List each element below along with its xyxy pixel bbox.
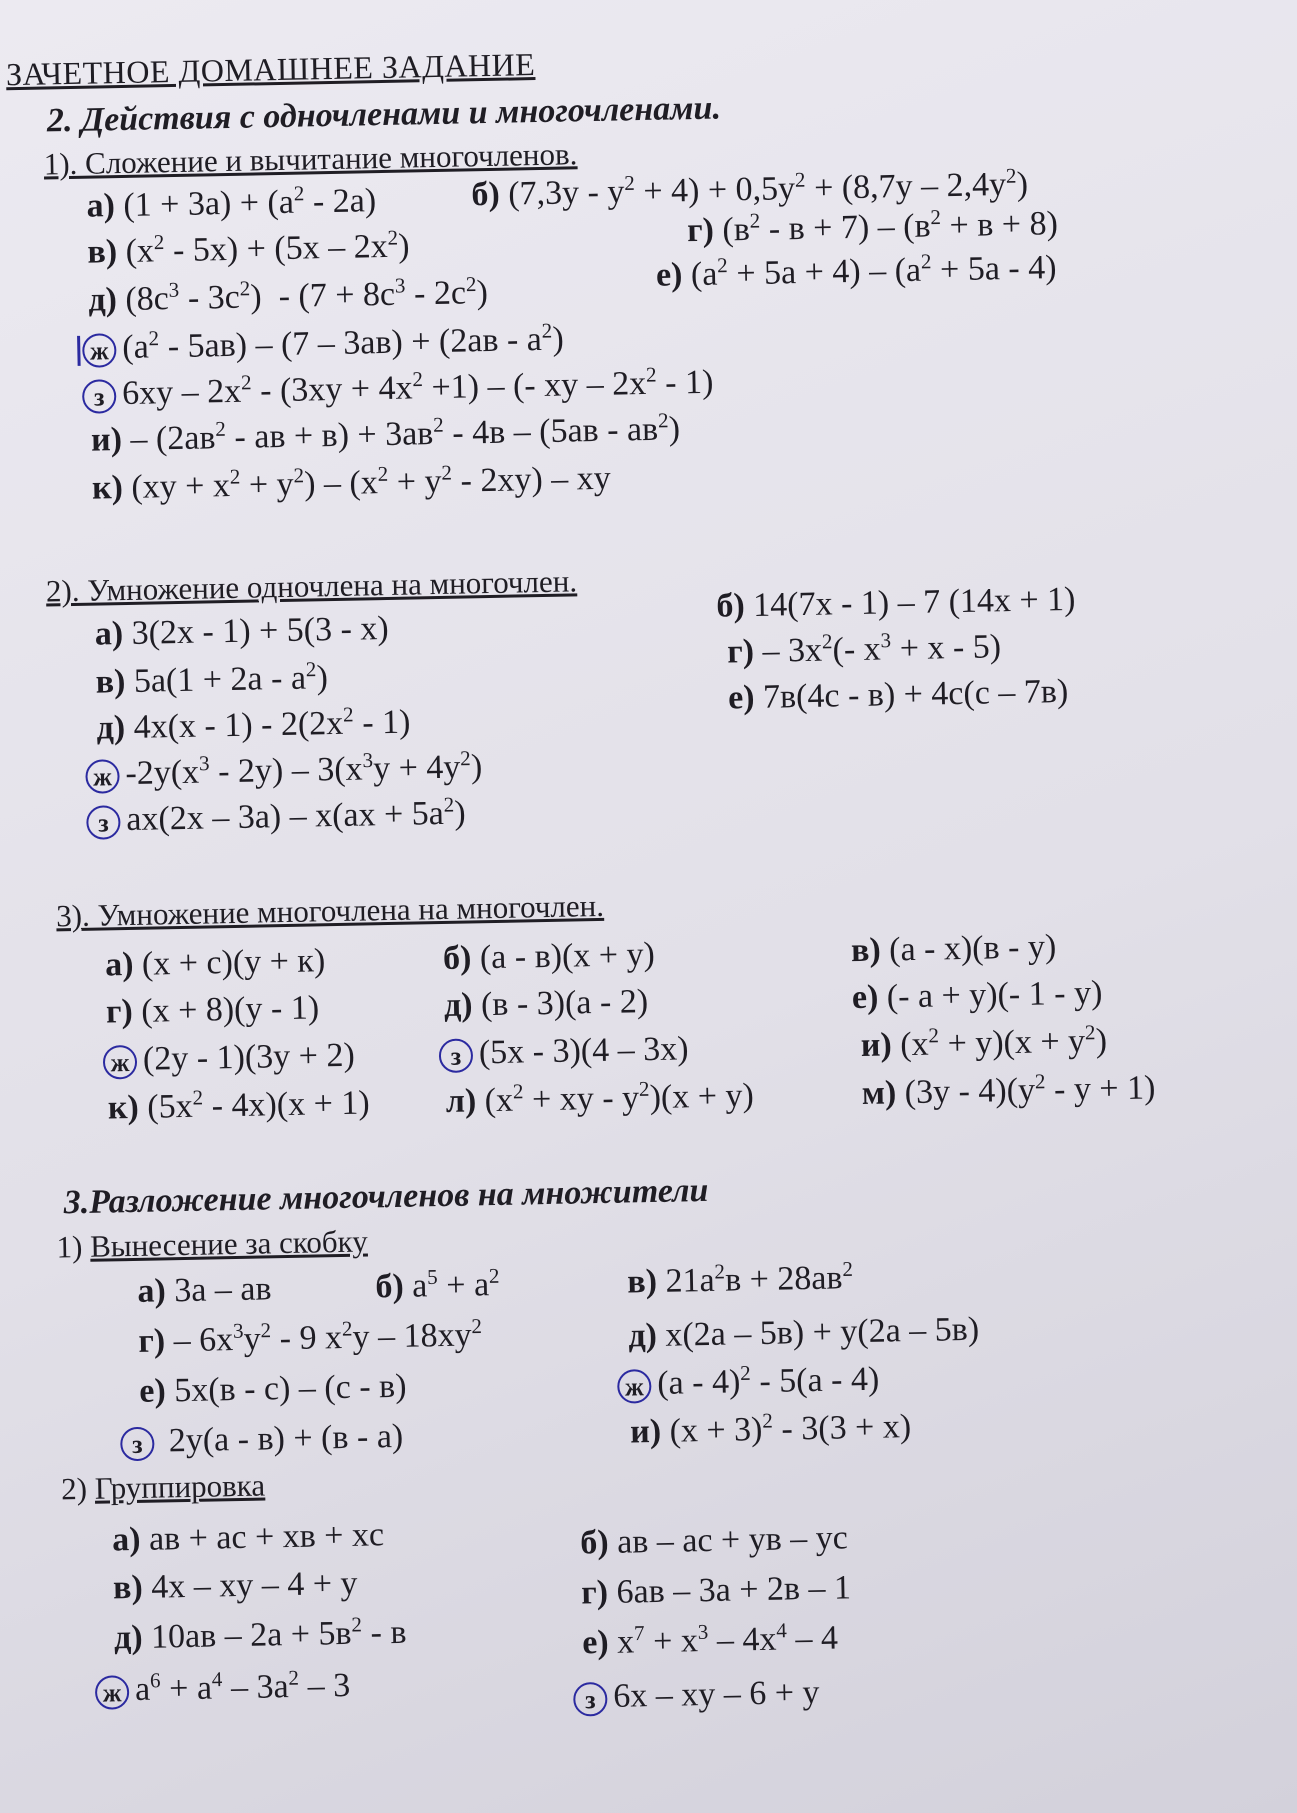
problem-1i: $и) - (2aв^2$ - aв + $в) + 3aв^2 - 4в - (5aв - aв^2)$: [90, 408, 681, 459]
subsection-bracket-heading: 1) Вынесение за скобку: [56, 1223, 369, 1265]
problem-f2zh: ж $a^6 + a^4 - 3a^2 - 3$: [95, 1666, 351, 1711]
problem-3l: л) ($x^2$ + xy - $y^2)(x + y)$: [445, 1076, 755, 1120]
doc-title: ЗАЧЕТНОЕ ДОМАШНЕЕ ЗАДАНИЕ: [5, 46, 536, 93]
problem-3v: в) (a - x)(в - y): [850, 928, 1057, 970]
problem-3k: к) $(5x^2 - 4x)(x + 1)$: [107, 1084, 370, 1127]
circled-label-icon: ж: [95, 1675, 130, 1710]
problem-1zh: ж $(a^2 - 5aв) - (7 - 3aв) + (2aв - a^2)$: [77, 320, 564, 369]
problem-f2d: д) $10aв - 2a + 5в^2 - в$: [113, 1612, 407, 1657]
pen-tick-mark: [77, 336, 81, 366]
subsection-monomial-heading: 2). Умножение одночлена на многочлен.: [45, 563, 578, 609]
problem-1g: г) $(в^2 - в + 7) - (в^2 + в + 8)$: [686, 204, 1059, 250]
circled-label-icon: ж: [617, 1369, 652, 1404]
problem-3zh: ж (2y - 1)(3y + 2): [103, 1036, 356, 1081]
problem-f2a: а) aв + ac + xв + xc: [111, 1516, 385, 1559]
problem-3m: м) $(3y - 4)(y^2 - y + 1)$: [861, 1069, 1156, 1112]
section-2-heading: 2. Действия с одночленами и многочленами.: [46, 89, 722, 140]
problem-3a: а) (x + c)(y + к): [104, 942, 326, 984]
problem-3d: д) (в - 3)(a - 2): [443, 983, 649, 1024]
problem-f1i: и) $(x + 3)^2 - 3(3 + x)$: [629, 1408, 912, 1451]
circled-label-icon: з: [82, 379, 117, 414]
problem-2z: з $ax(2x - 3a) - x(ax + 5a^2)$: [86, 794, 466, 841]
problem-f1a: а) 3a – aв: [137, 1270, 272, 1310]
problem-2g: $г) - 3x^2(-$ $x^3 + x - 5$): [726, 627, 1002, 671]
circled-label-icon: з: [573, 1682, 608, 1717]
circled-label-icon: ж: [85, 759, 120, 794]
circled-label-icon: ж: [103, 1045, 138, 1080]
problem-1k: к) $(xy + x^2 + y^2) - (x^2 + y^2 - 2xy)$ – xy: [91, 459, 612, 507]
problem-f1e: е) 5x(в - c) – (c - в): [138, 1367, 407, 1410]
circled-label-icon: з: [120, 1427, 155, 1462]
problem-f2z: з 6x – xy – 6 + y: [573, 1673, 820, 1718]
problem-3z: з (5x - 3)(4 – 3x): [439, 1029, 689, 1074]
problem-f2g: г) 6aв – 3a + 2в – 1: [580, 1569, 852, 1612]
problem-1z: з $6xy - 2x^2 - (3xy + 4x^2 +1)$ – (- xy – $2x^2 - 1$): [82, 363, 714, 415]
problem-f2e: е) $x^7 + x^3 - 4x^4 - 4$: [581, 1618, 839, 1662]
problem-f1b: б) $a^5 + a^2$: [375, 1263, 500, 1306]
problem-f1zh: ж (a - 4)$^2$ - 5(a - 4): [617, 1360, 880, 1405]
problem-2zh: ж $-2y(x^3 - 2y) - 3(x^3y + 4y^2)$: [85, 747, 482, 795]
problem-3i: и) $(x^2 + y)(x + y^2)$: [860, 1020, 1108, 1064]
problem-1e: е) $(a^2 + 5a + 4) - (a^2 + 5a - 4)$: [655, 249, 1057, 294]
problem-f2b: б) aв – ac + yв – yc: [579, 1519, 849, 1562]
problem-1b: б) $(7,3y - y^2 + 4) + 0,5y^2 + (8,7y - 2,4y^2)$: [471, 163, 1029, 214]
circled-label-icon: ж: [82, 333, 117, 368]
problem-3e: е) (- a + y)(- 1 - y): [851, 974, 1103, 1017]
problem-1a: а) $(1 + 3a) + (a^2 - 2a)$: [86, 181, 377, 225]
problem-2b: б) 14(7x - 1) – 7 (14x + 1): [716, 580, 1076, 625]
subsection-polynomial-heading: 3). Умножение многочлена на многочлен.: [55, 887, 605, 934]
section-3-heading: 3.Разложение многочленов на множители: [63, 1171, 709, 1222]
circled-label-icon: з: [86, 805, 121, 840]
problem-f2v: в) 4x – xy – 4 + y: [112, 1564, 358, 1607]
problem-2v: в) $5a(1 + 2a - a^2)$: [95, 657, 329, 701]
problem-f1v: в) $21a^2в + 28aв^2$: [626, 1256, 854, 1301]
problem-2e: е) 7в(4c - в) + 4c(c – 7в): [727, 672, 1069, 717]
problem-f1z: з 2y(a - в) + (в - a): [120, 1417, 404, 1462]
problem-f1g: $г) - 6x^3y^2 - 9$ $x^2y - 18xy^2$: [138, 1313, 483, 1360]
subsection-addition-heading: 1). Сложение и вычитание многочленов.: [43, 136, 578, 182]
problem-2d: д) $4x(x - 1) - 2(2x^2 - 1)$: [96, 702, 411, 747]
problem-3b: б) (a - в)(x + y): [442, 935, 656, 977]
problem-1d: д) $(8c^3 - 3c^2) - (7 + 8c^3 - 2c^2)$: [88, 271, 489, 319]
circled-label-icon: з: [439, 1039, 474, 1074]
subsection-grouping-heading: 2) Группировка: [60, 1467, 266, 1507]
problem-2a: а) 3(2x - 1) + 5(3 - x): [94, 609, 390, 653]
problem-f1d: д) x(2a – 5в) + y(2a – 5в): [628, 1310, 980, 1355]
problem-3g: г) (x + 8)(y - 1): [105, 989, 320, 1031]
problem-1v: в) $(x^2 - 5x) + (5x - 2x^2)$: [87, 225, 410, 271]
